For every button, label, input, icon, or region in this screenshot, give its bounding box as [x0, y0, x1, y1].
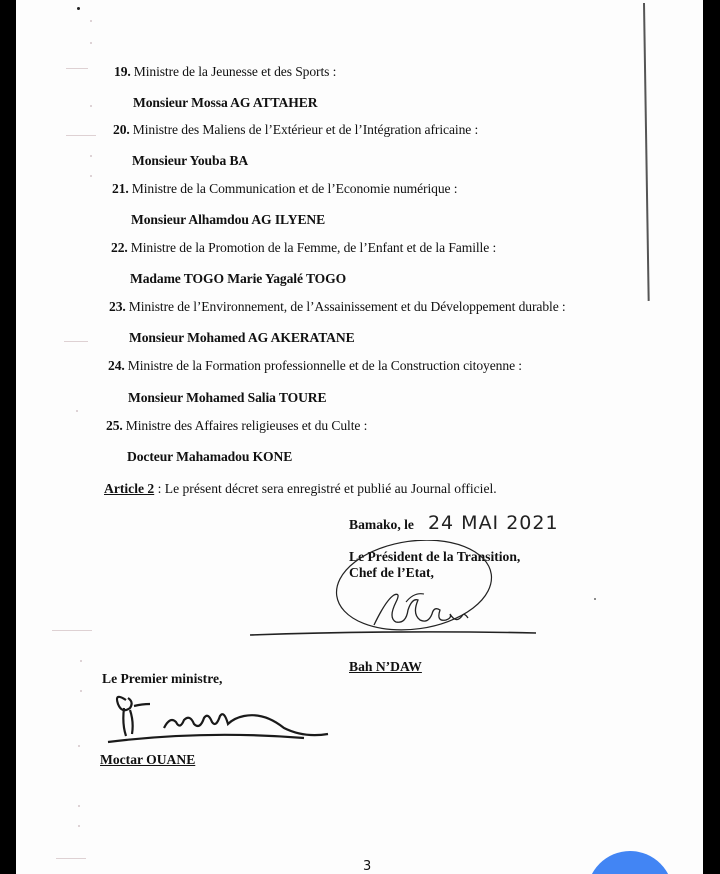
minister-item-22-title	[111, 240, 496, 256]
ministry-title: Ministre de la Formation professionnelle et de la Construction citoyenne :	[127, 358, 522, 373]
president-name: Bah N’DAW	[349, 659, 422, 674]
ministry-title: Ministre de la Communication et de l’Economie numérique :	[131, 181, 458, 196]
minister-item-19-title	[114, 64, 336, 80]
scan-noise	[66, 68, 88, 69]
minister-name: Monsieur Mossa AG ATTAHER	[133, 95, 318, 110]
scan-noise	[76, 410, 78, 412]
president-title-line2: Chef de l’Etat,	[349, 565, 434, 580]
minister-name: Monsieur Mohamed AG AKERATANE	[129, 330, 355, 345]
item-number: 19.	[114, 64, 131, 79]
scan-noise	[64, 341, 88, 342]
ministry-title: Ministre des Maliens de l’Extérieur et de l’Intégration africaine :	[132, 122, 479, 137]
item-number: 24.	[108, 358, 125, 373]
scan-noise	[78, 805, 80, 807]
ministry-title: Ministre de la Jeunesse et des Sports :	[133, 64, 337, 79]
minister-name: Monsieur Alhamdou AG ILYENE	[131, 212, 326, 227]
scan-noise	[56, 858, 86, 859]
ministry-title: Ministre de l’Environnement, de l’Assainissement et du Développement durable :	[128, 299, 566, 314]
scan-noise	[52, 630, 92, 631]
ministry-title: Ministre de la Promotion de la Femme, de l’Enfant et de la Famille :	[130, 240, 497, 255]
article-text: : Le présent décret sera enregistré et publié au Journal officiel.	[154, 481, 497, 496]
place-label: Bamako, le	[349, 517, 414, 532]
floating-action-button[interactable]	[587, 851, 673, 874]
minister-name: Monsieur Youba BA	[132, 153, 249, 168]
minister-name: Monsieur Mohamed Salia TOURE	[128, 390, 327, 405]
president-title-line1: Le Président de la Transition,	[349, 549, 521, 564]
minister-item-21-title	[112, 181, 457, 197]
scan-noise	[78, 825, 80, 827]
minister-item-23-title	[109, 299, 566, 315]
prime-minister-name: Moctar OUANE	[100, 752, 196, 767]
scan-noise	[594, 598, 596, 600]
document-page	[16, 0, 703, 874]
scan-speck	[77, 7, 80, 10]
scan-noise	[90, 42, 92, 44]
minister-item-24-title	[108, 358, 522, 374]
ministry-title: Ministre des Affaires religieuses et du Culte :	[125, 418, 368, 433]
president-signature-icon	[236, 540, 556, 645]
scan-noise	[90, 175, 92, 177]
item-number: 21.	[112, 181, 129, 196]
minister-item-25-title	[106, 418, 367, 434]
item-number: 25.	[106, 418, 123, 433]
scan-noise	[78, 745, 80, 747]
scan-noise	[66, 135, 96, 136]
scan-noise	[80, 690, 82, 692]
scan-noise	[90, 20, 92, 22]
page-edge-line	[643, 3, 649, 301]
minister-name: Docteur Mahamadou KONE	[127, 449, 293, 464]
place-date	[349, 512, 559, 534]
item-number: 22.	[111, 240, 128, 255]
scan-noise	[80, 660, 82, 662]
date-stamp: 24 MAI 2021	[427, 512, 559, 534]
article-label: Article 2	[104, 481, 155, 496]
prime-minister-signature-icon	[104, 688, 344, 748]
scan-noise	[90, 155, 92, 157]
minister-item-20-title	[113, 122, 478, 138]
scan-noise	[90, 105, 92, 107]
minister-name: Madame TOGO Marie Yagalé TOGO	[130, 271, 347, 286]
item-number: 23.	[109, 299, 126, 314]
prime-minister-title: Le Premier ministre,	[102, 671, 223, 686]
item-number: 20.	[113, 122, 130, 137]
article-2	[104, 481, 497, 497]
page-number: 3	[363, 859, 372, 874]
